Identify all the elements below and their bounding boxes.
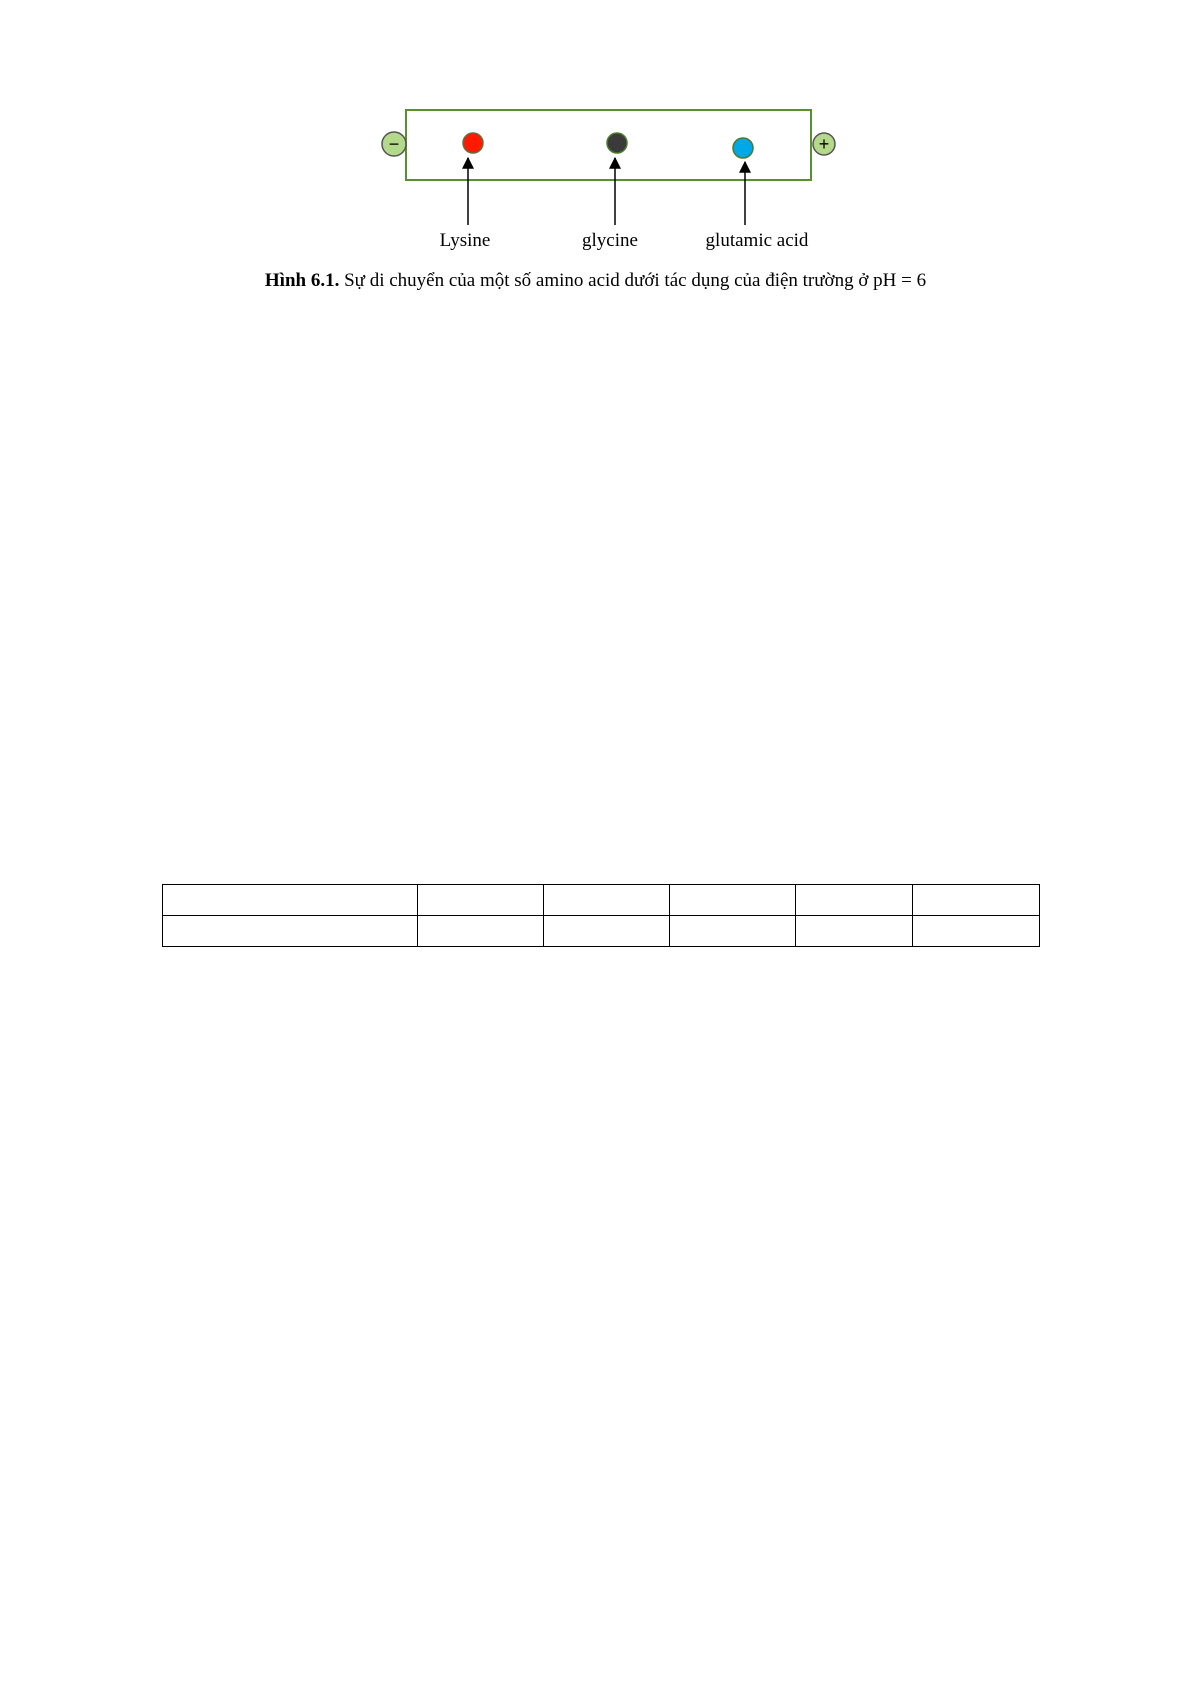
figure-caption-prefix: Hình 6.1. — [264, 270, 340, 291]
table-row — [163, 916, 1040, 947]
table-cell — [913, 916, 1040, 947]
table-cell — [418, 916, 544, 947]
lysine-dot — [463, 133, 483, 153]
electrophoresis-figure — [0, 0, 1191, 300]
table-cell — [544, 916, 670, 947]
positive-sign: + — [818, 134, 830, 154]
glycine-label: glycine — [582, 230, 638, 251]
table-cell — [418, 885, 544, 916]
table-row — [163, 885, 1040, 916]
table-cell — [670, 916, 796, 947]
table-cell — [544, 885, 670, 916]
glutamic-acid-dot — [733, 138, 753, 158]
table-cell — [796, 885, 913, 916]
glutamic-acid-label: glutamic acid — [705, 230, 809, 251]
figure-caption — [0, 270, 1191, 292]
table-cell — [796, 916, 913, 947]
figure-caption-text: Sự di chuyển của một số amino acid dưới tác dụng của điện trường ở pH = 6 — [339, 270, 927, 291]
table-cell — [670, 885, 796, 916]
table-cell — [163, 916, 418, 947]
empty-table — [162, 884, 1040, 947]
table-cell — [163, 885, 418, 916]
negative-sign: − — [388, 134, 400, 154]
positive-electrode — [813, 133, 835, 155]
negative-electrode — [382, 132, 406, 156]
glycine-dot — [607, 133, 627, 153]
lysine-label: Lysine — [439, 230, 491, 251]
table-cell — [913, 885, 1040, 916]
